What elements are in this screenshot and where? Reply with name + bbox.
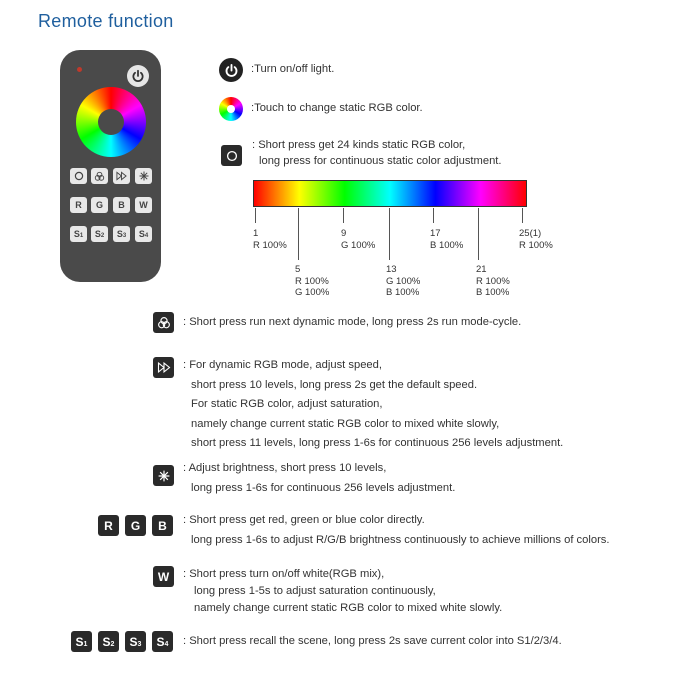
- remote-g-button[interactable]: G: [91, 197, 108, 213]
- tick-number: 1: [253, 228, 259, 239]
- remote-static-color-button[interactable]: [70, 168, 87, 184]
- spectrum-label-5: [295, 264, 329, 299]
- tick-value: B 100%: [476, 287, 510, 298]
- key-label: S: [102, 634, 111, 649]
- three-circles-icon: [157, 316, 171, 330]
- speed-description-2: short press 10 levels, long press 2s get the default speed.: [191, 379, 478, 391]
- remote-color-wheel-center: [98, 109, 124, 135]
- s3-key: [125, 631, 146, 652]
- remote-brightness-button[interactable]: [135, 168, 152, 184]
- tick-value: G 100%: [386, 275, 421, 287]
- tick-value: B 100%: [386, 287, 420, 298]
- tick-number: 5: [295, 264, 301, 275]
- s4-key: [152, 631, 173, 652]
- key-sub: 1: [83, 641, 88, 648]
- tick-value: R 100%: [476, 275, 510, 287]
- remote-speed-button[interactable]: [113, 168, 130, 184]
- brightness-description-2: long press 1-6s for continuous 256 levels adjustment.: [191, 482, 456, 494]
- key-sub: 4: [144, 233, 149, 239]
- spectrum-tick: [343, 208, 344, 223]
- key-label: S: [129, 634, 138, 649]
- key-sub: 1: [79, 233, 84, 239]
- spectrum-tick: [255, 208, 256, 223]
- key-sub: 3: [137, 641, 142, 648]
- static-color-key: [221, 145, 242, 166]
- tick-value: R 100%: [295, 275, 329, 287]
- tick-value: R 100%: [253, 239, 287, 251]
- power-icon: [224, 63, 239, 78]
- spectrum-label-21: [476, 264, 510, 299]
- rgb-description-2: long press 1-6s to adjust R/G/B brightness continuously to achieve millions of colors.: [191, 534, 610, 546]
- power-description: :Turn on/off light.: [251, 63, 335, 75]
- remote-b-button[interactable]: B: [113, 197, 130, 213]
- spectrum-label-17: [430, 228, 463, 251]
- speed-description-5: short press 11 levels, long press 1-6s for continuous 256 levels adjustment.: [191, 437, 564, 449]
- power-icon: [131, 69, 145, 83]
- scene-description: : Short press recall the scene, long press 2s save current color into S1/2/3/4.: [183, 635, 562, 647]
- speed-key: [153, 357, 174, 378]
- color-wheel-icon: [219, 97, 243, 121]
- tick-number: 21: [476, 264, 487, 275]
- w-description-1: : Short press turn on/off white(RGB mix),: [183, 568, 385, 580]
- circle-icon: [74, 171, 84, 181]
- key-label: S: [116, 229, 123, 239]
- color-wheel-description: :Touch to change static RGB color.: [251, 102, 423, 114]
- remote-power-button[interactable]: [127, 65, 149, 87]
- three-circles-icon: [94, 171, 105, 182]
- key-sub: 2: [100, 233, 105, 239]
- spectrum-label-1: [253, 228, 287, 251]
- spectrum-tick: [478, 208, 479, 260]
- key-label: S: [94, 229, 101, 239]
- speed-description-1: : For dynamic RGB mode, adjust speed,: [183, 359, 382, 371]
- rgb-description-1: : Short press get red, green or blue color directly.: [183, 514, 425, 526]
- spectrum-label-25: [519, 228, 553, 251]
- w-description-2: long press 1-5s to adjust saturation continuously,: [194, 585, 436, 597]
- key-label: S: [73, 229, 80, 239]
- remote-s2-button[interactable]: [91, 226, 108, 242]
- s2-key: [98, 631, 119, 652]
- w-key: W: [153, 566, 174, 587]
- color-spectrum-bar: [253, 180, 527, 207]
- static-color-description-1: : Short press get 24 kinds static RGB color,: [252, 139, 466, 151]
- speed-description-4: namely change current static RGB color to mixed white slowly,: [191, 418, 500, 430]
- remote-w-button[interactable]: W: [135, 197, 152, 213]
- key-label: S: [75, 634, 84, 649]
- remote-s1-button[interactable]: [70, 226, 87, 242]
- remote-led-indicator: [77, 67, 82, 72]
- r-key: R: [98, 515, 119, 536]
- key-sub: 2: [110, 641, 115, 648]
- key-sub: 3: [122, 233, 127, 239]
- g-key: G: [125, 515, 146, 536]
- mode-key: [153, 312, 174, 333]
- w-description-3: namely change current static RGB color to mixed white slowly.: [194, 602, 503, 614]
- sun-icon: [158, 470, 170, 482]
- spectrum-tick: [389, 208, 390, 260]
- mode-description: : Short press run next dynamic mode, long press 2s run mode-cycle.: [183, 316, 522, 328]
- tick-number: 25(1): [519, 228, 542, 239]
- static-color-description-2: long press for continuous static color adjustment.: [259, 155, 502, 167]
- b-key: B: [152, 515, 173, 536]
- brightness-description-1: : Adjust brightness, short press 10 levels,: [183, 462, 387, 474]
- spectrum-tick: [433, 208, 434, 223]
- remote-s4-button[interactable]: [135, 226, 152, 242]
- key-label: S: [156, 634, 165, 649]
- power-key-icon: [219, 58, 243, 82]
- tick-value: G 100%: [295, 287, 330, 298]
- remote-r-button[interactable]: R: [70, 197, 87, 213]
- tick-value: R 100%: [519, 239, 553, 251]
- play-double-icon: [157, 362, 171, 373]
- spectrum-tick: [298, 208, 299, 260]
- tick-number: 9: [341, 228, 347, 239]
- key-label: S: [138, 229, 145, 239]
- speed-description-3: For static RGB color, adjust saturation,: [191, 398, 383, 410]
- tick-value: G 100%: [341, 239, 376, 251]
- tick-value: B 100%: [430, 239, 464, 251]
- remote-s3-button[interactable]: [113, 226, 130, 242]
- brightness-key: [153, 465, 174, 486]
- remote-body: [60, 50, 161, 282]
- s1-key: [71, 631, 92, 652]
- sun-icon: [139, 171, 149, 181]
- circle-icon: [226, 150, 238, 162]
- spectrum-label-13: [386, 264, 420, 299]
- play-double-icon: [116, 171, 127, 181]
- key-sub: 4: [164, 641, 169, 648]
- page-title: Remote function: [38, 11, 174, 31]
- spectrum-label-9: [341, 228, 375, 251]
- spectrum-tick: [522, 208, 523, 223]
- tick-number: 13: [386, 264, 397, 275]
- tick-number: 17: [430, 228, 441, 239]
- remote-mode-button[interactable]: [91, 168, 108, 184]
